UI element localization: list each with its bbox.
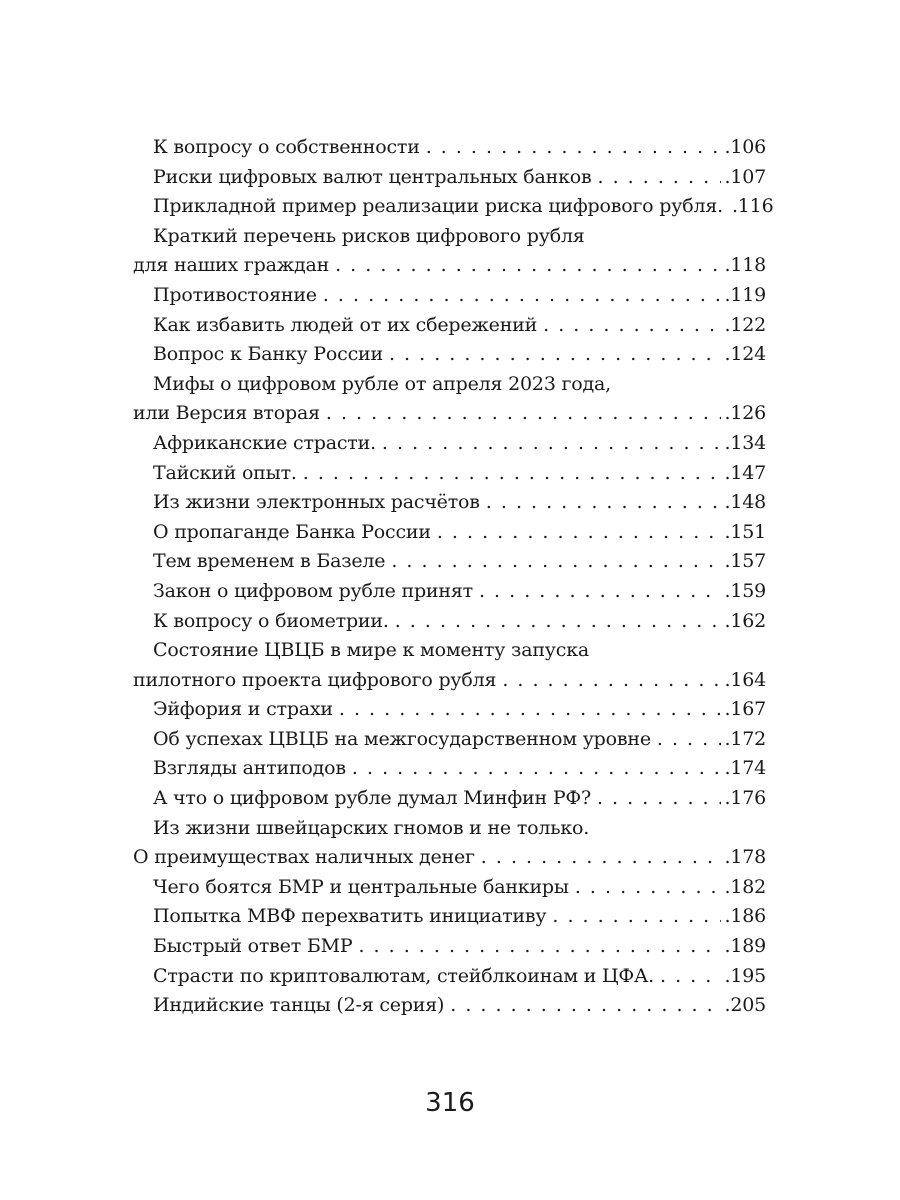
toc-entry <box>133 370 766 429</box>
dot-leader <box>481 843 722 873</box>
dot-leader <box>450 991 721 1021</box>
toc-entry-page: .167 <box>724 698 766 721</box>
toc-entry-title: Противостояние <box>153 283 317 306</box>
toc-entry-final-line <box>133 192 774 222</box>
toc-entry-final-line <box>133 725 766 755</box>
dot-leader <box>597 784 722 814</box>
dot-leader <box>335 251 721 281</box>
dot-leader <box>391 547 721 577</box>
toc-entry <box>133 902 766 932</box>
toc-entry <box>133 814 766 873</box>
toc-entry-page: .116 <box>731 195 774 218</box>
toc-entry-final-line <box>133 784 766 814</box>
toc-entry-page: .124 <box>724 343 766 366</box>
dot-leader <box>326 399 722 429</box>
toc-entry <box>133 725 766 755</box>
dot-leader <box>426 133 722 163</box>
toc-entry <box>133 991 766 1021</box>
toc-entry-title: К вопросу о собственности <box>153 136 420 158</box>
toc-entry-title: Закон о цифровом рубле принят <box>153 579 473 602</box>
toc-entry <box>133 192 774 222</box>
toc-entry-title: К вопросу о биометрии. <box>153 609 389 632</box>
dot-leader <box>598 163 722 193</box>
toc-entry-page: .162 <box>724 609 766 632</box>
toc-entry-page: .106 <box>724 136 766 158</box>
toc-entry-title: Об успехах ЦВЦБ на межгосударственном уровне <box>153 727 651 750</box>
toc-entry-title: Из жизни электронных расчётов <box>153 491 480 514</box>
toc-entry-title: Взгляды антиподов <box>153 757 346 780</box>
toc-entry-title: Вопрос к Банку России <box>153 343 383 366</box>
dot-leader <box>339 695 722 725</box>
toc-entry <box>133 784 766 814</box>
toc-entry-page: .164 <box>724 668 766 691</box>
toc-entry-title: Попытка МВФ перехватить инициативу <box>153 905 547 928</box>
toc-entry-title: Быстрый ответ БМР <box>153 935 353 958</box>
toc-entry-title: О пропаганде Банка России <box>153 520 431 543</box>
toc-entry-page: .189 <box>724 935 766 958</box>
toc-entry <box>133 636 766 695</box>
dot-leader <box>486 488 722 518</box>
dot-leader <box>389 340 722 370</box>
toc-entry-title: О преимуществах наличных денег <box>133 846 475 869</box>
toc-entry-final-line <box>133 340 766 370</box>
toc-entry <box>133 133 766 163</box>
dot-leader <box>352 754 722 784</box>
dot-leader <box>575 873 722 903</box>
toc-entry <box>133 754 766 784</box>
toc-entry-final-line <box>133 429 766 459</box>
dot-leader <box>303 459 722 489</box>
toc-entry <box>133 488 766 518</box>
toc-entry-page: .157 <box>724 550 766 573</box>
toc-entry-page: .178 <box>724 846 766 869</box>
toc-entry-page: .148 <box>724 491 766 514</box>
dot-leader <box>502 666 721 696</box>
toc-entry-title: Эйфория и страхи <box>153 698 333 721</box>
toc-entry <box>133 311 766 341</box>
dot-leader <box>479 577 722 607</box>
toc-entry-title: пилотного проекта цифрового рубля <box>133 668 497 691</box>
toc-entry-page: .134 <box>724 431 766 454</box>
toc-entry-final-line <box>133 843 766 873</box>
toc-entry <box>133 340 766 370</box>
toc-entry <box>133 459 766 489</box>
toc-entry-final-line <box>133 399 766 429</box>
toc-entry-page: .159 <box>724 579 766 602</box>
dot-leader <box>552 902 721 932</box>
toc-entry-page: .186 <box>724 905 766 928</box>
toc-entry <box>133 577 766 607</box>
toc-entry-page: .147 <box>724 461 766 484</box>
toc-entry-page: .119 <box>724 283 766 306</box>
toc-entry <box>133 962 766 992</box>
toc-entry-page: .126 <box>724 402 766 425</box>
page-number: 316 <box>425 1088 475 1118</box>
toc-entry-final-line <box>133 962 766 992</box>
toc-entry-final-line <box>133 488 766 518</box>
toc-entry-title: или Версия вторая <box>133 402 320 425</box>
dot-leader <box>543 311 721 341</box>
toc-entry-final-line <box>133 577 766 607</box>
toc-entry-final-line <box>133 666 766 696</box>
toc-entry-final-line <box>133 163 766 193</box>
toc-entry-final-line <box>133 991 766 1021</box>
toc-entry-title: Индийские танцы (2-я серия) <box>153 994 445 1017</box>
toc-entry-title: для наших граждан <box>133 254 330 277</box>
toc-entry-page: .182 <box>724 875 766 898</box>
toc-entry <box>133 429 766 459</box>
toc-entry <box>133 163 766 193</box>
toc-entry-title: Прикладной пример реализации риска цифрового рубля. <box>153 195 723 218</box>
toc-entry <box>133 695 766 725</box>
toc-entry-page: .122 <box>724 313 766 336</box>
toc-entry-title: Из жизни швейцарских гномов и не только. <box>153 816 590 839</box>
toc-entry-final-line <box>133 873 766 903</box>
toc-entry-page: .107 <box>724 165 766 188</box>
toc-entry-final-line <box>133 932 766 962</box>
toc-entry-page: .176 <box>724 787 766 810</box>
toc-entry-final-line <box>133 281 766 311</box>
toc-entry-title-line <box>133 636 766 666</box>
toc-entry <box>133 518 766 548</box>
toc-entry-final-line <box>133 754 766 784</box>
toc-entry <box>133 607 766 637</box>
toc-entry-final-line <box>133 251 766 281</box>
toc-entry-title: Риски цифровых валют центральных банков <box>153 165 592 188</box>
toc-entry-final-line <box>133 518 766 548</box>
toc-entry-final-line <box>133 311 766 341</box>
toc-entry-title: Состояние ЦВЦБ в мире к моменту запуска <box>153 639 590 662</box>
toc-entry <box>133 222 766 281</box>
toc-entry-final-line <box>133 902 766 932</box>
toc-entry-title: Тайский опыт. <box>153 461 297 484</box>
toc-entry-title: А что о цифровом рубле думал Минфин РФ? <box>153 787 591 810</box>
dot-leader <box>660 962 721 992</box>
toc-entry-title: Краткий перечень рисков цифрового рубля <box>153 224 585 247</box>
toc-entry <box>133 281 766 311</box>
toc-entry-page: .205 <box>724 994 766 1017</box>
toc-entry <box>133 547 766 577</box>
dot-leader <box>323 281 722 311</box>
table-of-contents <box>133 133 774 1021</box>
dot-leader <box>657 725 722 755</box>
toc-entry-title: Страсти по криптовалютам, стейблкоинам и ЦФА. <box>153 964 655 987</box>
toc-entry <box>133 932 766 962</box>
toc-entry-page: .174 <box>724 757 766 780</box>
toc-entry <box>133 873 766 903</box>
dot-leader <box>382 429 722 459</box>
toc-entry-page: .151 <box>724 520 766 543</box>
toc-entry-title-line <box>133 370 766 400</box>
toc-entry-title-line <box>133 222 766 252</box>
toc-entry-final-line <box>133 133 766 163</box>
toc-entry-page: .118 <box>724 254 766 277</box>
toc-entry-page: .195 <box>724 964 766 987</box>
toc-entry-title-line <box>133 814 766 844</box>
dot-leader <box>358 932 721 962</box>
toc-entry-title: Мифы о цифровом рубле от апреля 2023 года, <box>153 372 612 395</box>
toc-entry-title: Африканские страсти. <box>153 431 376 454</box>
toc-entry-page: .172 <box>724 727 766 750</box>
toc-entry-title: Как избавить людей от их сбережений <box>153 313 538 336</box>
toc-entry-title: Чего боятся БМР и центральные банкиры <box>153 875 569 898</box>
toc-entry-final-line <box>133 607 766 637</box>
toc-entry-title: Тем временем в Базеле <box>153 550 386 573</box>
dot-leader <box>395 607 722 637</box>
dot-leader <box>437 518 722 548</box>
toc-entry-final-line <box>133 547 766 577</box>
toc-entry-final-line <box>133 695 766 725</box>
toc-entry-final-line <box>133 459 766 489</box>
